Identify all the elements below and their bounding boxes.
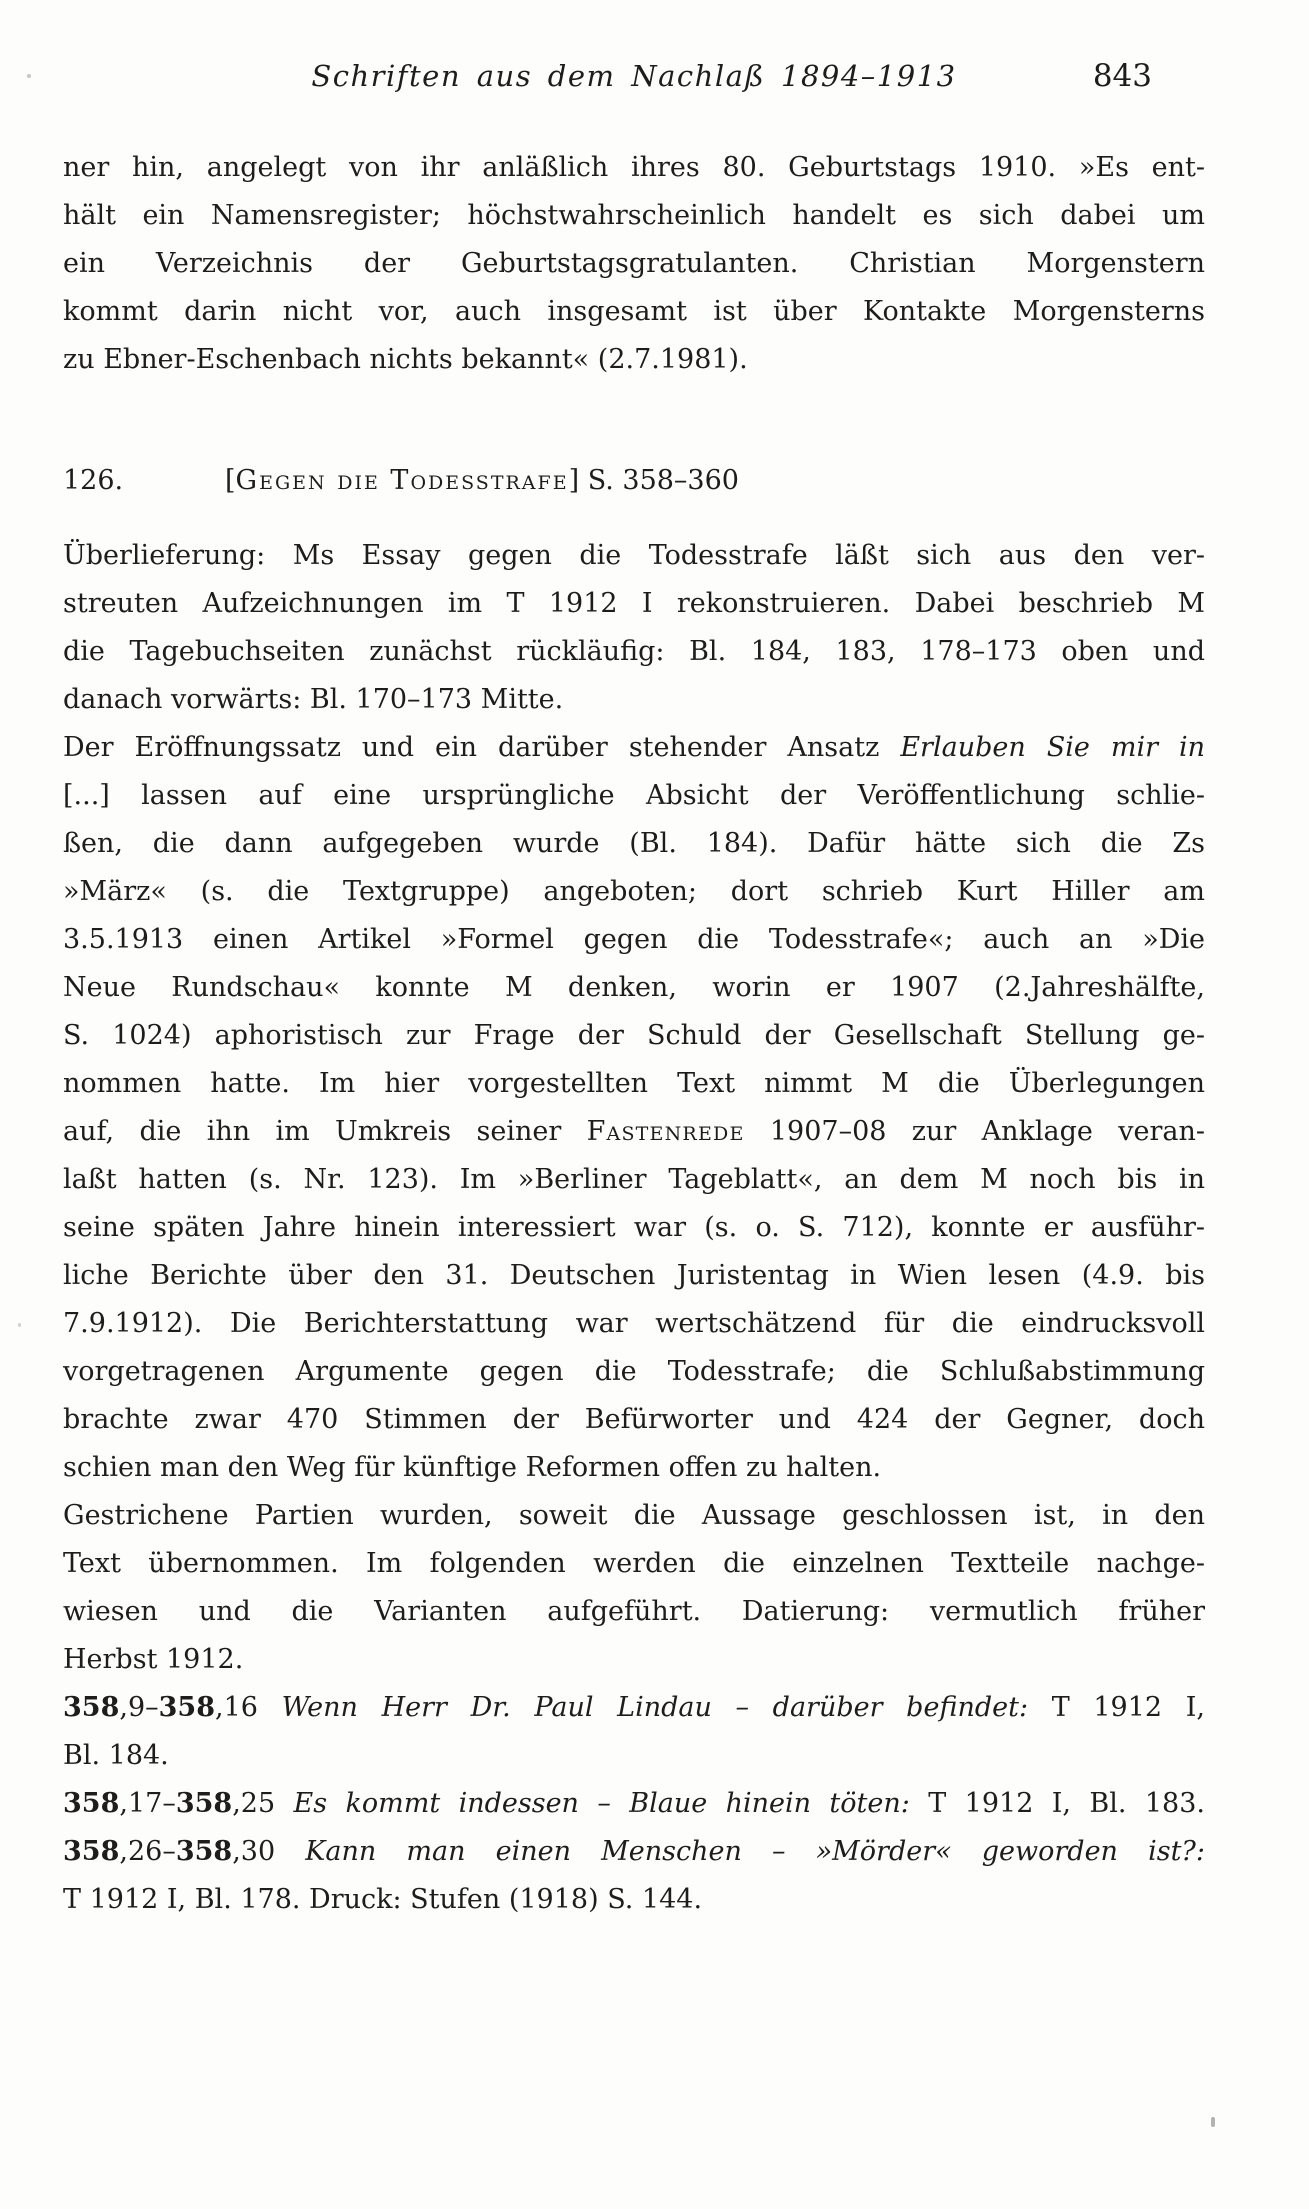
text-run: ,26– bbox=[119, 1836, 176, 1867]
text-line bbox=[63, 1876, 1205, 1924]
paragraph-eroeffnungssatz bbox=[63, 724, 1205, 1492]
text-run: danach vorwärts: Bl. 170–173 Mitte. bbox=[63, 684, 564, 715]
entry-number: 126. bbox=[63, 465, 124, 496]
text-run: ßen, die dann aufgegeben wurde (Bl. 184). Dafür hätte sich die Zs bbox=[63, 828, 1205, 859]
text-line bbox=[63, 1684, 1205, 1732]
lemma-entry-3 bbox=[63, 1828, 1205, 1924]
text-line bbox=[63, 1396, 1205, 1444]
text-run: die Tagebuchseiten zunächst rückläufig: Bl. 184, 183, 178–173 oben und bbox=[63, 636, 1205, 667]
text-run: [...] lassen auf eine ursprüngliche Absicht der Veröffentlichung schlie- bbox=[63, 780, 1205, 811]
text-run: 3.5.1913 einen Artikel »Formel gegen die Todesstrafe«; auch an »Die bbox=[63, 924, 1205, 955]
text-line bbox=[63, 192, 1205, 240]
text-line bbox=[63, 724, 1205, 772]
text-run: 358 bbox=[158, 1692, 216, 1723]
text-run: Bl. 184. bbox=[63, 1740, 169, 1771]
text-line bbox=[63, 1444, 1205, 1492]
text-run: nommen hatte. Im hier vorgestellten Text nimmt M die Überlegungen bbox=[63, 1068, 1205, 1099]
text-line bbox=[63, 1300, 1205, 1348]
text-run: Überlieferung: Ms Essay gegen die Todesstrafe läßt sich aus den ver- bbox=[63, 540, 1205, 571]
text-run: Wenn Herr Dr. Paul Lindau – darüber befindet: bbox=[281, 1692, 1029, 1723]
text-run: Text übernommen. Im folgenden werden die einzelnen Textteile nachge- bbox=[63, 1548, 1205, 1579]
text-run: laßt hatten (s. Nr. 123). Im »Berliner Tageblatt«, an dem M noch bis in bbox=[63, 1164, 1205, 1195]
text-line bbox=[63, 336, 1205, 384]
text-run: Erlauben Sie mir in bbox=[900, 732, 1205, 763]
text-run: ,30 bbox=[232, 1836, 306, 1867]
text-run: »März« (s. die Textgruppe) angeboten; dort schrieb Kurt Hiller am bbox=[63, 876, 1205, 907]
text-run: liche Berichte über den 31. Deutschen Juristentag in Wien lesen (4.9. bis bbox=[63, 1260, 1205, 1291]
text-run: 358 bbox=[175, 1836, 233, 1867]
text-line bbox=[63, 820, 1205, 868]
text-run: ] S. 358–360 bbox=[568, 465, 739, 496]
text-run: Fastenrede bbox=[586, 1116, 745, 1147]
paragraph-continuation bbox=[63, 144, 1205, 384]
text-run: brachte zwar 470 Stimmen der Befürworter und 424 der Gegner, doch bbox=[63, 1404, 1205, 1435]
text-line bbox=[63, 1492, 1205, 1540]
page-header bbox=[63, 52, 1205, 100]
text-run: Gegen die Todesstrafe bbox=[235, 465, 569, 496]
text-run: streuten Aufzeichnungen im T 1912 I rekonstruieren. Dabei beschrieb M bbox=[63, 588, 1205, 619]
text-run: ein Verzeichnis der Geburtstagsgratulanten. Christian Morgenstern bbox=[63, 248, 1205, 279]
text-run: 358 bbox=[63, 1836, 120, 1867]
text-column bbox=[63, 52, 1205, 1924]
text-run: wiesen und die Varianten aufgeführt. Datierung: vermutlich früher bbox=[63, 1596, 1205, 1627]
text-run: S. 1024) aphoristisch zur Frage der Schuld der Gesellschaft Stellung ge- bbox=[63, 1020, 1205, 1051]
text-line bbox=[63, 1204, 1205, 1252]
text-line bbox=[63, 1108, 1205, 1156]
paragraph-ueberlieferung bbox=[63, 532, 1205, 724]
text-run: Neue Rundschau« konnte M denken, worin er 1907 (2.Jahreshälfte, bbox=[63, 972, 1205, 1003]
text-run: 358 bbox=[63, 1692, 120, 1723]
text-run: Der Eröffnungssatz und ein darüber stehender Ansatz bbox=[63, 732, 901, 763]
text-line bbox=[63, 1012, 1205, 1060]
text-line bbox=[63, 1732, 1205, 1780]
lemma-entry-1 bbox=[63, 1684, 1205, 1780]
text-run: T 1912 I, Bl. 178. Druck: Stufen (1918) S. 144. bbox=[63, 1884, 703, 1915]
text-line bbox=[63, 144, 1205, 192]
scan-speck bbox=[27, 74, 31, 78]
text-run: schien man den Weg für künftige Reformen offen zu halten. bbox=[63, 1452, 882, 1483]
text-run: 1907–08 zur Anklage veran- bbox=[744, 1116, 1205, 1147]
text-run: ,17– bbox=[119, 1788, 176, 1819]
running-title: Schriften aus dem Nachlaß 1894–1913 bbox=[311, 59, 957, 93]
text-run: Es kommt indessen – Blaue hinein töten: bbox=[293, 1788, 910, 1819]
text-line bbox=[63, 288, 1205, 336]
text-run: T 1912 I, bbox=[1028, 1692, 1205, 1723]
text-line bbox=[63, 1060, 1205, 1108]
text-line bbox=[63, 868, 1205, 916]
lemma-entry-2 bbox=[63, 1780, 1205, 1828]
text-run: T 1912 I, Bl. 183. bbox=[909, 1788, 1205, 1819]
entry-heading bbox=[63, 457, 1205, 505]
paragraph-gestrichene-partien bbox=[63, 1492, 1205, 1684]
text-run: kommt darin nicht vor, auch insgesamt ist über Kontakte Morgensterns bbox=[63, 296, 1205, 327]
text-line bbox=[63, 964, 1205, 1012]
text-run: seine späten Jahre hinein interessiert war (s. o. S. 712), konnte er ausführ- bbox=[63, 1212, 1205, 1243]
text-line bbox=[63, 1156, 1205, 1204]
text-run: Herbst 1912. bbox=[63, 1644, 244, 1675]
text-line bbox=[63, 240, 1205, 288]
text-run: Kann man einen Menschen – »Mörder« geworden ist?: bbox=[305, 1836, 1205, 1867]
text-line bbox=[63, 1252, 1205, 1300]
text-line bbox=[63, 772, 1205, 820]
text-run: vorgetragenen Argumente gegen die Todesstrafe; die Schlußabstimmung bbox=[63, 1356, 1205, 1387]
text-run: zu Ebner-Eschenbach nichts bekannt« (2.7.1981). bbox=[63, 344, 748, 375]
scan-speck bbox=[18, 1323, 21, 1327]
text-run: ,16 bbox=[215, 1692, 282, 1723]
text-run: 358 bbox=[175, 1788, 233, 1819]
text-line bbox=[63, 676, 1205, 724]
text-run: ,25 bbox=[232, 1788, 294, 1819]
text-run: [ bbox=[225, 465, 236, 496]
text-line bbox=[63, 1780, 1205, 1828]
text-line bbox=[63, 580, 1205, 628]
text-line bbox=[63, 1588, 1205, 1636]
text-run: 7.9.1912). Die Berichterstattung war wertschätzend für die eindrucksvoll bbox=[63, 1308, 1205, 1339]
text-line bbox=[63, 1636, 1205, 1684]
text-run: hält ein Namensregister; höchstwahrscheinlich handelt es sich dabei um bbox=[63, 200, 1205, 231]
text-run: auf, die ihn im Umkreis seiner bbox=[63, 1116, 587, 1147]
text-run: 358 bbox=[63, 1788, 120, 1819]
page-number: 843 bbox=[1092, 58, 1152, 94]
scan-speck bbox=[1211, 2117, 1215, 2127]
text-line bbox=[63, 532, 1205, 580]
text-run: Gestrichene Partien wurden, soweit die Aussage geschlossen ist, in den bbox=[63, 1500, 1205, 1531]
text-run: ner hin, angelegt von ihr anläßlich ihres 80. Geburtstags 1910. »Es ent- bbox=[63, 152, 1205, 183]
text-line bbox=[63, 1540, 1205, 1588]
text-block bbox=[63, 144, 1205, 1924]
text-run: ,9– bbox=[119, 1692, 159, 1723]
text-line bbox=[63, 916, 1205, 964]
entry-title bbox=[225, 465, 739, 496]
text-line bbox=[63, 1828, 1205, 1876]
text-line bbox=[63, 1348, 1205, 1396]
text-line bbox=[63, 628, 1205, 676]
